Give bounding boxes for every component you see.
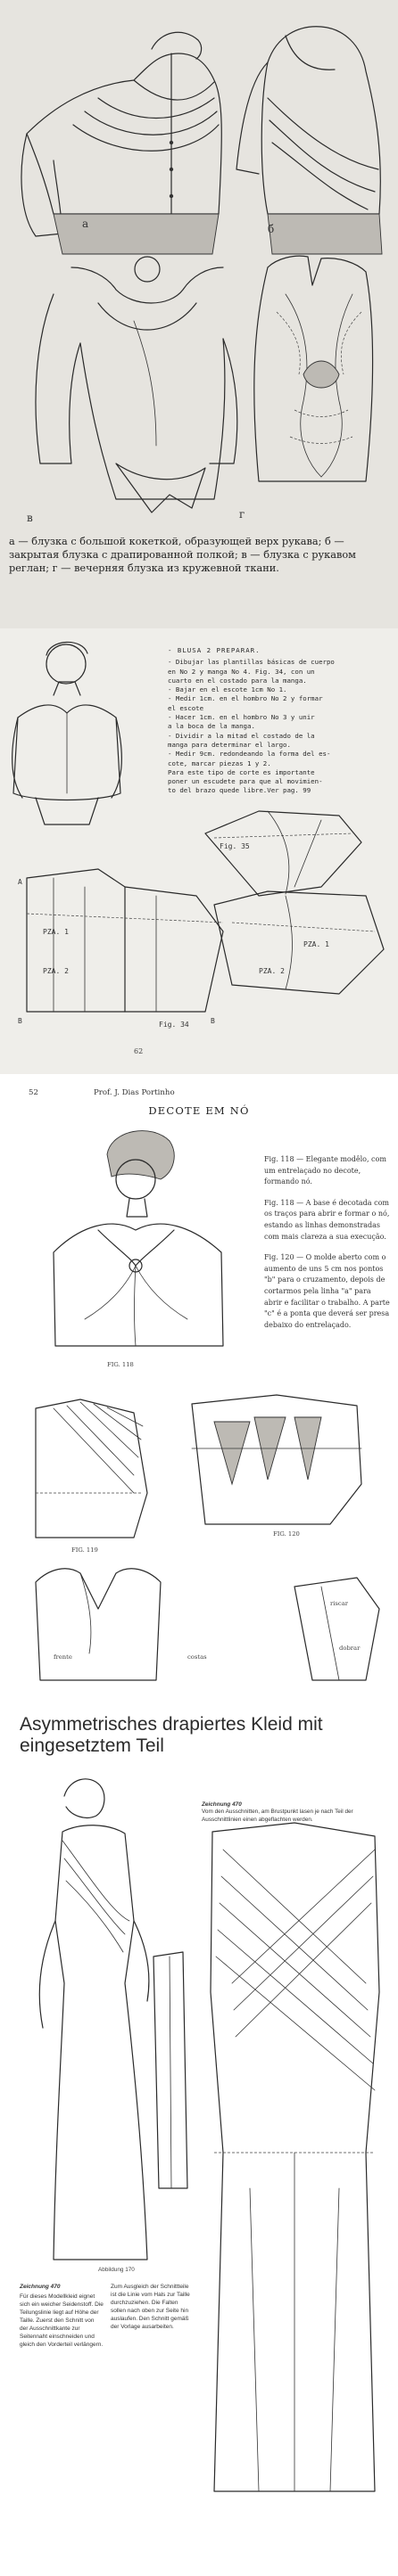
typed-heading: - BLUSA 2 PREPARAR.	[168, 646, 261, 654]
bodice-sleeveless-sketch	[36, 1569, 161, 1680]
author-name: Prof. J. Dias Portinho	[93, 1088, 175, 1097]
pants-pattern-sketch	[294, 1578, 379, 1680]
typed-line: cuarto en el costado para la manga.	[168, 676, 307, 685]
point-b2-label: B	[211, 1017, 215, 1025]
figure-b-illustration	[236, 27, 382, 254]
typed-line: a la boca de la manga.	[168, 722, 255, 731]
instruction-columns	[20, 2283, 195, 2349]
typed-line: manga para determinar el largo.	[168, 740, 291, 749]
point-b-label: B	[18, 1017, 22, 1025]
typed-line: - Hacer 1cm. en el hombro No 3 y unir	[168, 713, 315, 722]
fig119-label: FIG. 119	[71, 1546, 98, 1554]
pza2-sleeve-label: PZA. 2	[259, 967, 285, 975]
typed-line: - Bajar en el escote 1cm No 1.	[168, 685, 287, 694]
typed-line: cote, marcar piezas 1 y 2.	[168, 759, 271, 767]
blouse-illustrations	[0, 0, 398, 535]
dress-pattern-draft	[211, 1823, 379, 2491]
typed-line: - Medir 9cm. redondeando la forma del es-	[168, 750, 331, 759]
pattern-caption-heading: Zeichnung 470	[202, 1801, 242, 1808]
figure-label: Abbildung 170	[98, 2267, 135, 2273]
typed-line: Para este tipo de corte es importante	[168, 767, 315, 776]
dobrar-label: dobrar	[339, 1645, 361, 1652]
figure-v-tag: в	[27, 512, 33, 524]
fig118-label: FIG. 118	[107, 1361, 134, 1368]
fig34-pattern	[27, 869, 384, 1012]
page-number: 52	[29, 1088, 38, 1097]
fig120-open-pattern	[192, 1395, 361, 1524]
frente-label: frente	[54, 1653, 72, 1661]
instruction-text-1: Für dieses Modellkleid eignet sich ein weicher Seidenstoff. Die Teilungslinie liegt auf Höhe der Taille. Zuerst den Schnitt von der Ausschnittkante zur Seitennaht einschneiden und gleich den Vorderteil verlängern.	[20, 2293, 104, 2348]
section-title: DECOTE EM NÓ	[148, 1104, 250, 1117]
figure-g-illustration	[254, 256, 373, 481]
dress-title: Asymmetrisches drapiertes Kleid mit eingesetztem Teil	[20, 1714, 323, 1756]
typed-line: - Dibujar las plantillas básicas de cuerpo	[168, 658, 335, 667]
blouse-plate-panel	[0, 0, 398, 628]
instruction-text-2: Zum Ausgleich der Schnittteile ist die Linie vom Hals zur Taille durchzuziehen. Die Falten sollen nach oben zur Seite hin auslaufen. Den Schnitt gemäß der Vorlage ausarbeiten.	[111, 2284, 190, 2330]
figure-a-illustration	[21, 32, 221, 254]
figure-b-tag: б	[268, 223, 275, 235]
pza2-label: PZA. 2	[43, 967, 69, 975]
fig118-model-illustration	[54, 1131, 223, 1346]
instruction-heading: Zeichnung 470	[20, 2284, 61, 2290]
typed-line: en No 2 y manga No 4. Fig. 34, con un	[168, 667, 315, 676]
dress-back-flat-sketch	[153, 1952, 187, 2188]
fig35-pattern	[205, 811, 361, 896]
fig35-label: Fig. 35	[220, 842, 250, 850]
typed-instructions	[168, 646, 391, 796]
costas-label: costas	[187, 1653, 207, 1661]
woman-sketch	[12, 642, 122, 824]
figure-v-illustration	[36, 257, 237, 513]
fig34-label: Fig. 34	[159, 1021, 189, 1029]
instruction-column-2	[111, 2283, 195, 2349]
dress-model-illustration	[39, 1779, 149, 2260]
russian-caption: а — блузка с большой кокеткой, образующей верх рукава; б — закрытая блузка с драпированной полкой; в — блузка с рукавом реглан; г — вечерняя блузка из кружевной ткани.	[9, 536, 356, 574]
typed-line: el escote	[168, 703, 204, 712]
instruction-column-1	[20, 2283, 104, 2349]
typed-line: poner un escudete para que al movimien-	[168, 777, 323, 786]
fig120-paragraph: Fig. 120 — O molde aberto com o aumento de uns 5 cm nos pontos "b" para o cruzamento, depois de cortarmos pela linha "a" para abrir e facilitar o trabalho. A parte "c" é a ponta que deverá ser presa debaixo do entrelaçado.	[264, 1253, 390, 1329]
fig119-base-pattern	[36, 1399, 147, 1538]
pattern-caption	[202, 1801, 380, 1824]
typed-line: - Medir 1cm. en el hombro No 2 y formar	[168, 694, 323, 703]
fig118-paragraph: Fig. 118 — Elegante modêlo, com um entrelaçado no decote, formando nó.	[264, 1155, 386, 1186]
typed-line: to del brazo quede libre.Ver pag. 99	[168, 786, 311, 795]
riscar-label: riscar	[330, 1600, 349, 1607]
point-a-label: A	[18, 878, 22, 886]
portuguese-knot-neckline-panel	[0, 1074, 398, 1689]
figure-g-tag: г	[239, 508, 245, 521]
german-draped-dress-panel	[0, 1689, 398, 2576]
pza1-sleeve-label: PZA. 1	[303, 940, 329, 948]
description-text	[264, 1154, 391, 1341]
page-number: 62	[134, 1047, 144, 1055]
pattern-caption-text: Vom den Ausschnitten, am Brustpunkt lasen je nach Teil der Ausschnittlinien einen abgeflachten werden.	[202, 1809, 353, 1823]
typed-line: - Dividir a la mitad el costado de la	[168, 731, 315, 740]
pza1-label: PZA. 1	[43, 928, 69, 936]
fig120-label: FIG. 120	[273, 1530, 300, 1538]
fig119-paragraph: Fig. 118 — A base é decotada com os traços para abrir e formar o nó, estando as linhas demonstradas com mais clareza a sua execução.	[264, 1198, 390, 1241]
spanish-pattern-panel	[0, 628, 398, 1074]
figure-a-tag: а	[82, 217, 89, 230]
